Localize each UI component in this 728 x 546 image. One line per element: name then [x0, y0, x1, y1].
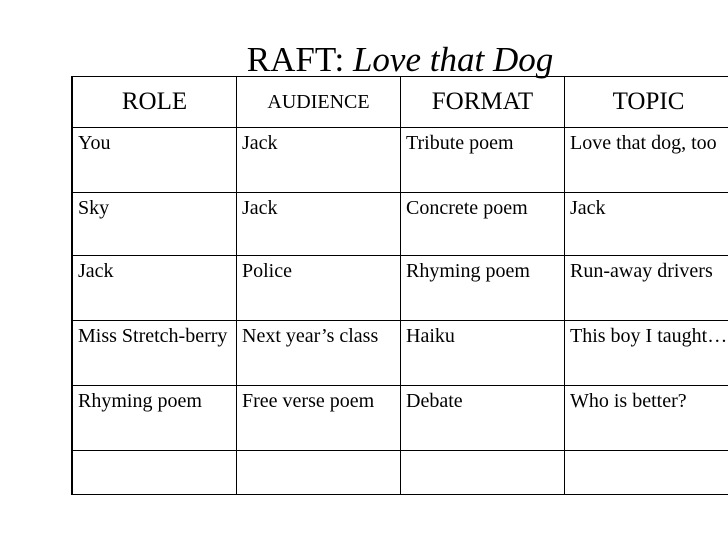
cell-format: Rhyming poem [401, 256, 565, 321]
cell-format: Concrete poem [401, 193, 565, 256]
cell-audience: Next year’s class [237, 321, 401, 386]
cell-topic: Love that dog, too [565, 128, 728, 193]
cell-role [73, 451, 237, 495]
cell-audience: Police [237, 256, 401, 321]
table-left-border [71, 76, 73, 495]
table-row [73, 193, 728, 256]
cell-format: Tribute poem [401, 128, 565, 193]
table-row [73, 256, 728, 321]
cell-role: Rhyming poem [73, 386, 237, 451]
table-row [73, 451, 728, 495]
column-header-role: ROLE [73, 77, 237, 128]
column-header-audience: AUDIENCE [237, 77, 401, 128]
table-row [73, 128, 728, 193]
cell-role: Sky [73, 193, 237, 256]
cell-role: You [73, 128, 237, 193]
table-row [73, 321, 728, 386]
column-header-topic: TOPIC [565, 77, 728, 128]
title-italic: Love that Dog [352, 40, 554, 79]
cell-format: Debate [401, 386, 565, 451]
cell-format [401, 451, 565, 495]
cell-audience [237, 451, 401, 495]
cell-format: Haiku [401, 321, 565, 386]
cell-topic: Jack [565, 193, 728, 256]
header-row [73, 77, 728, 128]
table-row [73, 386, 728, 451]
cell-topic: This boy I taught… [565, 321, 728, 386]
cell-audience: Jack [237, 193, 401, 256]
cell-role: Miss Stretch-berry [73, 321, 237, 386]
title-prefix: RAFT: [246, 40, 345, 79]
cell-topic [565, 451, 728, 495]
cell-topic: Who is better? [565, 386, 728, 451]
raft-table [72, 76, 728, 495]
cell-role: Jack [73, 256, 237, 321]
column-header-format: FORMAT [401, 77, 565, 128]
cell-topic: Run-away drivers [565, 256, 728, 321]
cell-audience: Free verse poem [237, 386, 401, 451]
cell-audience: Jack [237, 128, 401, 193]
